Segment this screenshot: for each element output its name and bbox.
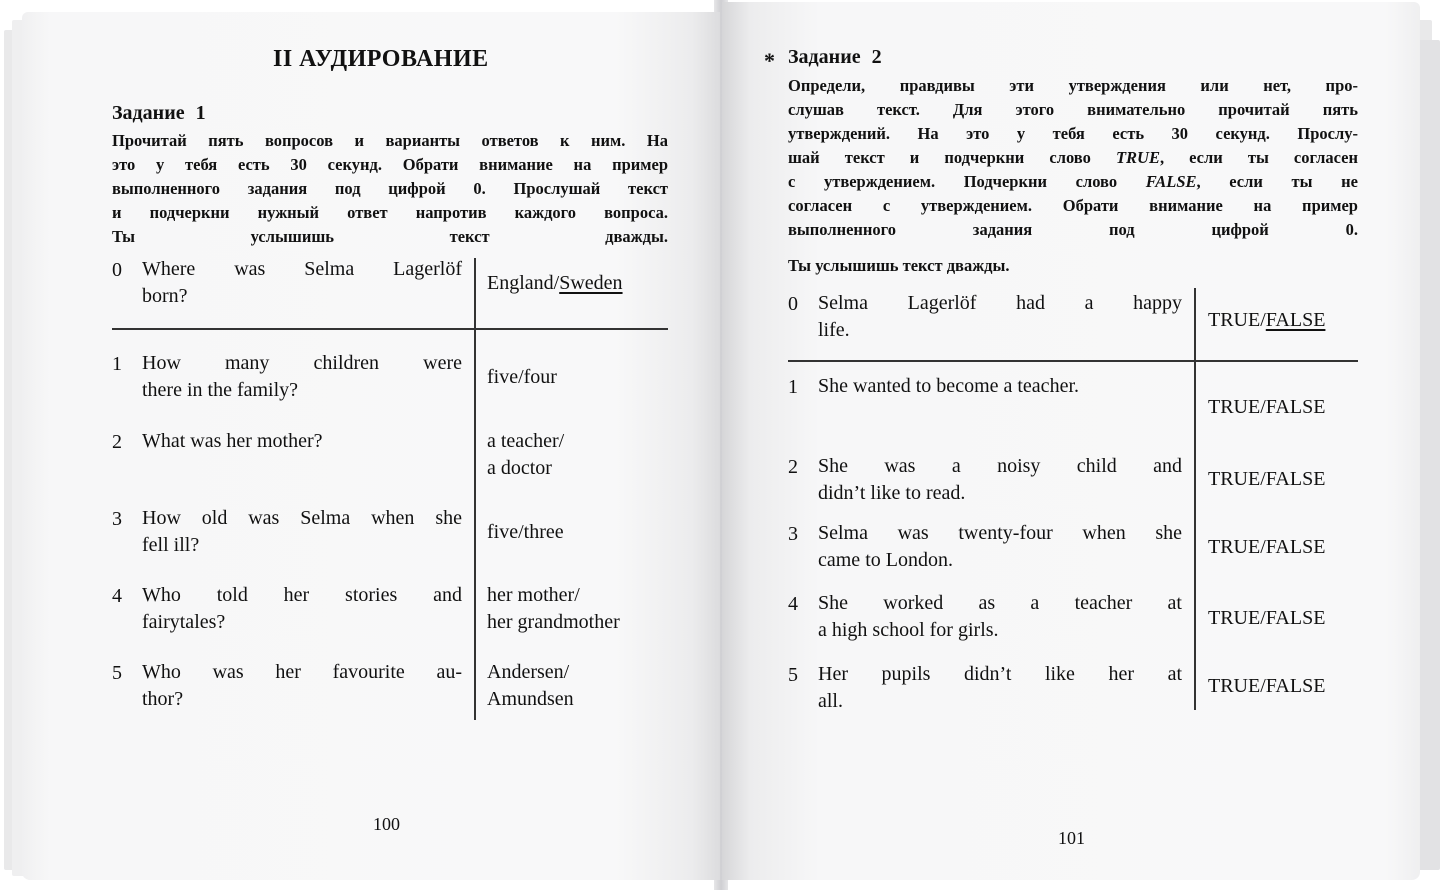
page-number: 100 [373, 814, 400, 834]
example-row-divider [112, 328, 668, 330]
question-line: What was her mother? [142, 430, 323, 452]
statement-line: life. [818, 319, 850, 341]
question-line: How old was Selma when she [142, 507, 462, 529]
instruction-line: Определи, правдивы эти утверждения или нет, про- [788, 76, 1358, 95]
page-number: 101 [1058, 828, 1085, 848]
answer-options [487, 428, 564, 482]
example-number: 0 [788, 293, 798, 315]
instruction-line: согласен с утверждением. Обрати внимание на пример [788, 196, 1358, 215]
task-2-title: Задание 2 [788, 46, 882, 68]
question [142, 582, 462, 636]
answer-option: England/ [487, 272, 560, 294]
item-number: 4 [788, 593, 798, 615]
instruction-line [788, 146, 1358, 170]
star-mark: * [764, 48, 775, 73]
answer-line: Andersen/ [487, 661, 570, 683]
answer-options [487, 659, 574, 713]
table-column-divider [1194, 288, 1196, 710]
instruction-line: Прочитай пять вопросов и варианты ответов к ним. На [112, 131, 668, 150]
statement [818, 520, 1182, 574]
statement-line: She worked as a teacher at [818, 592, 1182, 614]
instruction-line: это у тебя есть 30 секунд. Обрати внимание на пример [112, 155, 668, 174]
question-line: Who was her favourite au- [142, 661, 462, 683]
question [142, 350, 462, 404]
answer-line: a doctor [487, 457, 552, 479]
statement [818, 453, 1182, 507]
item-number: 3 [112, 508, 122, 530]
instruction-line: выполненного задания под цифрой 0. Прослушай текст [112, 179, 668, 198]
item-number: 5 [112, 662, 122, 684]
task-1-instructions [112, 129, 668, 249]
statement-line: all. [818, 690, 843, 712]
statement-line: Selma Lagerlöf had a happy [818, 292, 1182, 314]
left-page [22, 12, 720, 880]
example-statement [818, 290, 1182, 344]
true-false-answer: TRUE/FALSE [1208, 468, 1326, 490]
statement-line: didn’t like to read. [818, 482, 966, 504]
true-false-answer: TRUE/FALSE [1208, 396, 1326, 418]
answer-options [487, 519, 564, 546]
instruction-text: , если ты согласен [1159, 148, 1358, 167]
item-number: 5 [788, 664, 798, 686]
underlined-answer: FALSE [1265, 309, 1326, 331]
section-title: II АУДИРОВАНИЕ [273, 46, 489, 72]
question-line: born? [142, 285, 188, 307]
answer-options [487, 582, 620, 636]
example-question [142, 256, 462, 310]
question-line: How many children were [142, 352, 462, 374]
instruction-line: слушав текст. Для этого внимательно прочитай пять [788, 100, 1358, 119]
true-false-answer: TRUE/FALSE [1208, 607, 1326, 629]
answer-line: Amundsen [487, 688, 574, 710]
true-false-answer: TRUE/FALSE [1208, 675, 1326, 697]
item-number: 2 [112, 431, 122, 453]
statement [818, 661, 1182, 715]
item-number: 4 [112, 585, 122, 607]
statement [818, 590, 1182, 644]
answer-line: her mother/ [487, 584, 580, 606]
item-number: 3 [788, 523, 798, 545]
answer-line: five/four [487, 366, 557, 388]
question [142, 428, 462, 455]
keyword-false: FALSE [1145, 172, 1197, 191]
task-2-instructions [788, 74, 1358, 242]
task-1-title: Задание 1 [112, 102, 206, 124]
answer-line: five/three [487, 521, 564, 543]
statement-line: Her pupils didn’t like her at [818, 663, 1182, 685]
question-line: fell ill? [142, 534, 200, 556]
item-number: 1 [788, 376, 798, 398]
instruction-line: Ты услышишь текст дважды. [112, 227, 668, 246]
underlined-answer: Sweden [559, 272, 623, 294]
example-number: 0 [112, 259, 122, 281]
statement [818, 373, 1182, 400]
instruction-line [788, 170, 1358, 194]
instruction-text: , если ты не [1196, 172, 1358, 191]
question-line: there in the family? [142, 379, 299, 401]
answer-line: her grandmother [487, 611, 620, 633]
instruction-text: с утверждением. Подчеркни слово [788, 172, 1118, 191]
question-line: Who told her stories and [142, 584, 462, 606]
answer-line: a teacher/ [487, 430, 565, 452]
question [142, 505, 462, 559]
answer-options [487, 364, 557, 391]
example-answer [1208, 307, 1325, 334]
example-answer [487, 270, 623, 297]
question-line: Where was Selma Lagerlöf [142, 258, 462, 280]
question [142, 659, 462, 713]
instruction-line: и подчеркни нужный ответ напротив каждого вопроса. [112, 203, 668, 222]
keyword-true: TRUE [1115, 148, 1160, 167]
right-page [722, 2, 1420, 880]
instruction-text: шай текст и подчеркни слово [788, 148, 1091, 167]
question-line: thor? [142, 688, 184, 710]
statement-line: Selma was twenty-four when she [818, 522, 1182, 544]
question-line: fairytales? [142, 611, 226, 633]
listen-twice-note: Ты услышишь текст дважды. [788, 256, 1010, 275]
example-row-divider [788, 360, 1358, 362]
statement-line: a high school for girls. [818, 619, 999, 641]
answer-option: TRUE/ [1208, 309, 1266, 331]
item-number: 1 [112, 353, 122, 375]
statement-line: came to London. [818, 549, 953, 571]
instruction-line: утверждений. На это у тебя есть 30 секунд. Прослу- [788, 124, 1358, 143]
true-false-answer: TRUE/FALSE [1208, 536, 1326, 558]
item-number: 2 [788, 456, 798, 478]
statement-line: She was a noisy child and [818, 455, 1182, 477]
statement-line: She wanted to become a teacher. [818, 375, 1079, 397]
instruction-line: выполненного задания под цифрой 0. [788, 220, 1358, 239]
